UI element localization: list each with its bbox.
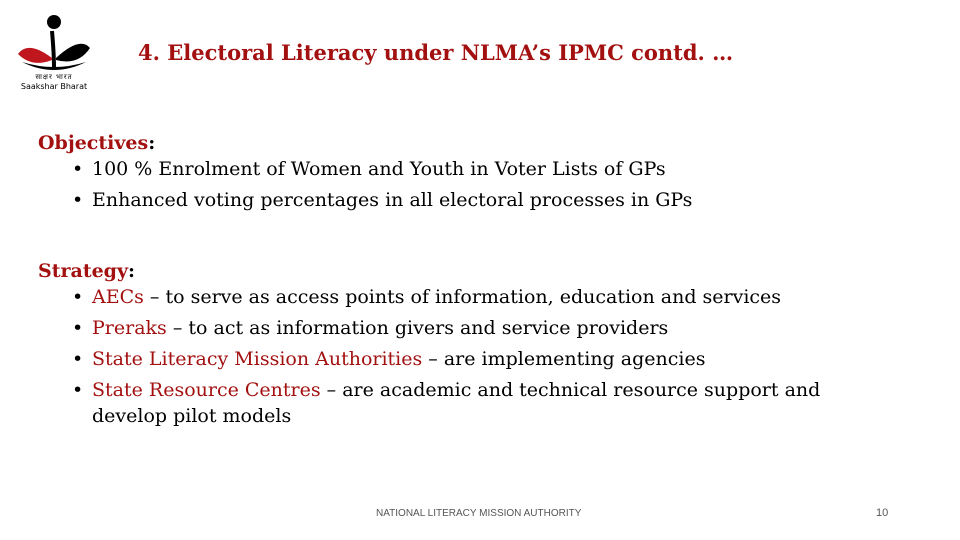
list-item-text: – to act as information givers and service providers	[166, 317, 669, 339]
strategy-heading: Strategy:	[38, 260, 136, 282]
strategy-list	[38, 284, 892, 429]
list-item-text: – are academic and technical resource support and develop pilot models	[92, 379, 821, 427]
list-item	[38, 346, 892, 372]
page-title: 4. Electoral Literacy under NLMA’s IPMC contd. …	[138, 40, 734, 65]
list-item-term: State Literacy Mission Authorities	[92, 348, 423, 370]
objectives-heading-text: Objectives	[38, 132, 149, 154]
objectives-heading: Objectives:	[38, 132, 156, 154]
list-item-text: Enhanced voting percentages in all electoral processes in GPs	[92, 189, 693, 211]
logo-text	[14, 72, 94, 92]
logo-hindi-text: साक्षर भारत	[35, 73, 73, 81]
list-item	[38, 315, 892, 341]
list-item	[38, 377, 892, 429]
list-item-term: Preraks	[92, 317, 167, 339]
logo-english-text: Saakshar Bharat	[20, 82, 88, 91]
page-number: 10	[876, 507, 889, 519]
strategy-heading-text: Strategy	[38, 260, 129, 282]
list-item	[38, 156, 892, 182]
objectives-section	[38, 130, 892, 218]
list-item-text: – are implementing agencies	[422, 348, 706, 370]
strategy-section	[38, 258, 892, 434]
list-item	[38, 284, 892, 310]
list-item-term: AECs	[92, 286, 144, 308]
list-item-text: – to serve as access points of information, education and services	[143, 286, 782, 308]
list-item	[38, 187, 892, 213]
footer-text: NATIONAL LITERACY MISSION AUTHORITY	[376, 508, 582, 519]
list-item-text: 100 % Enrolment of Women and Youth in Voter Lists of GPs	[92, 158, 666, 180]
objectives-list	[38, 156, 892, 213]
list-item-term: State Resource Centres	[92, 379, 321, 401]
